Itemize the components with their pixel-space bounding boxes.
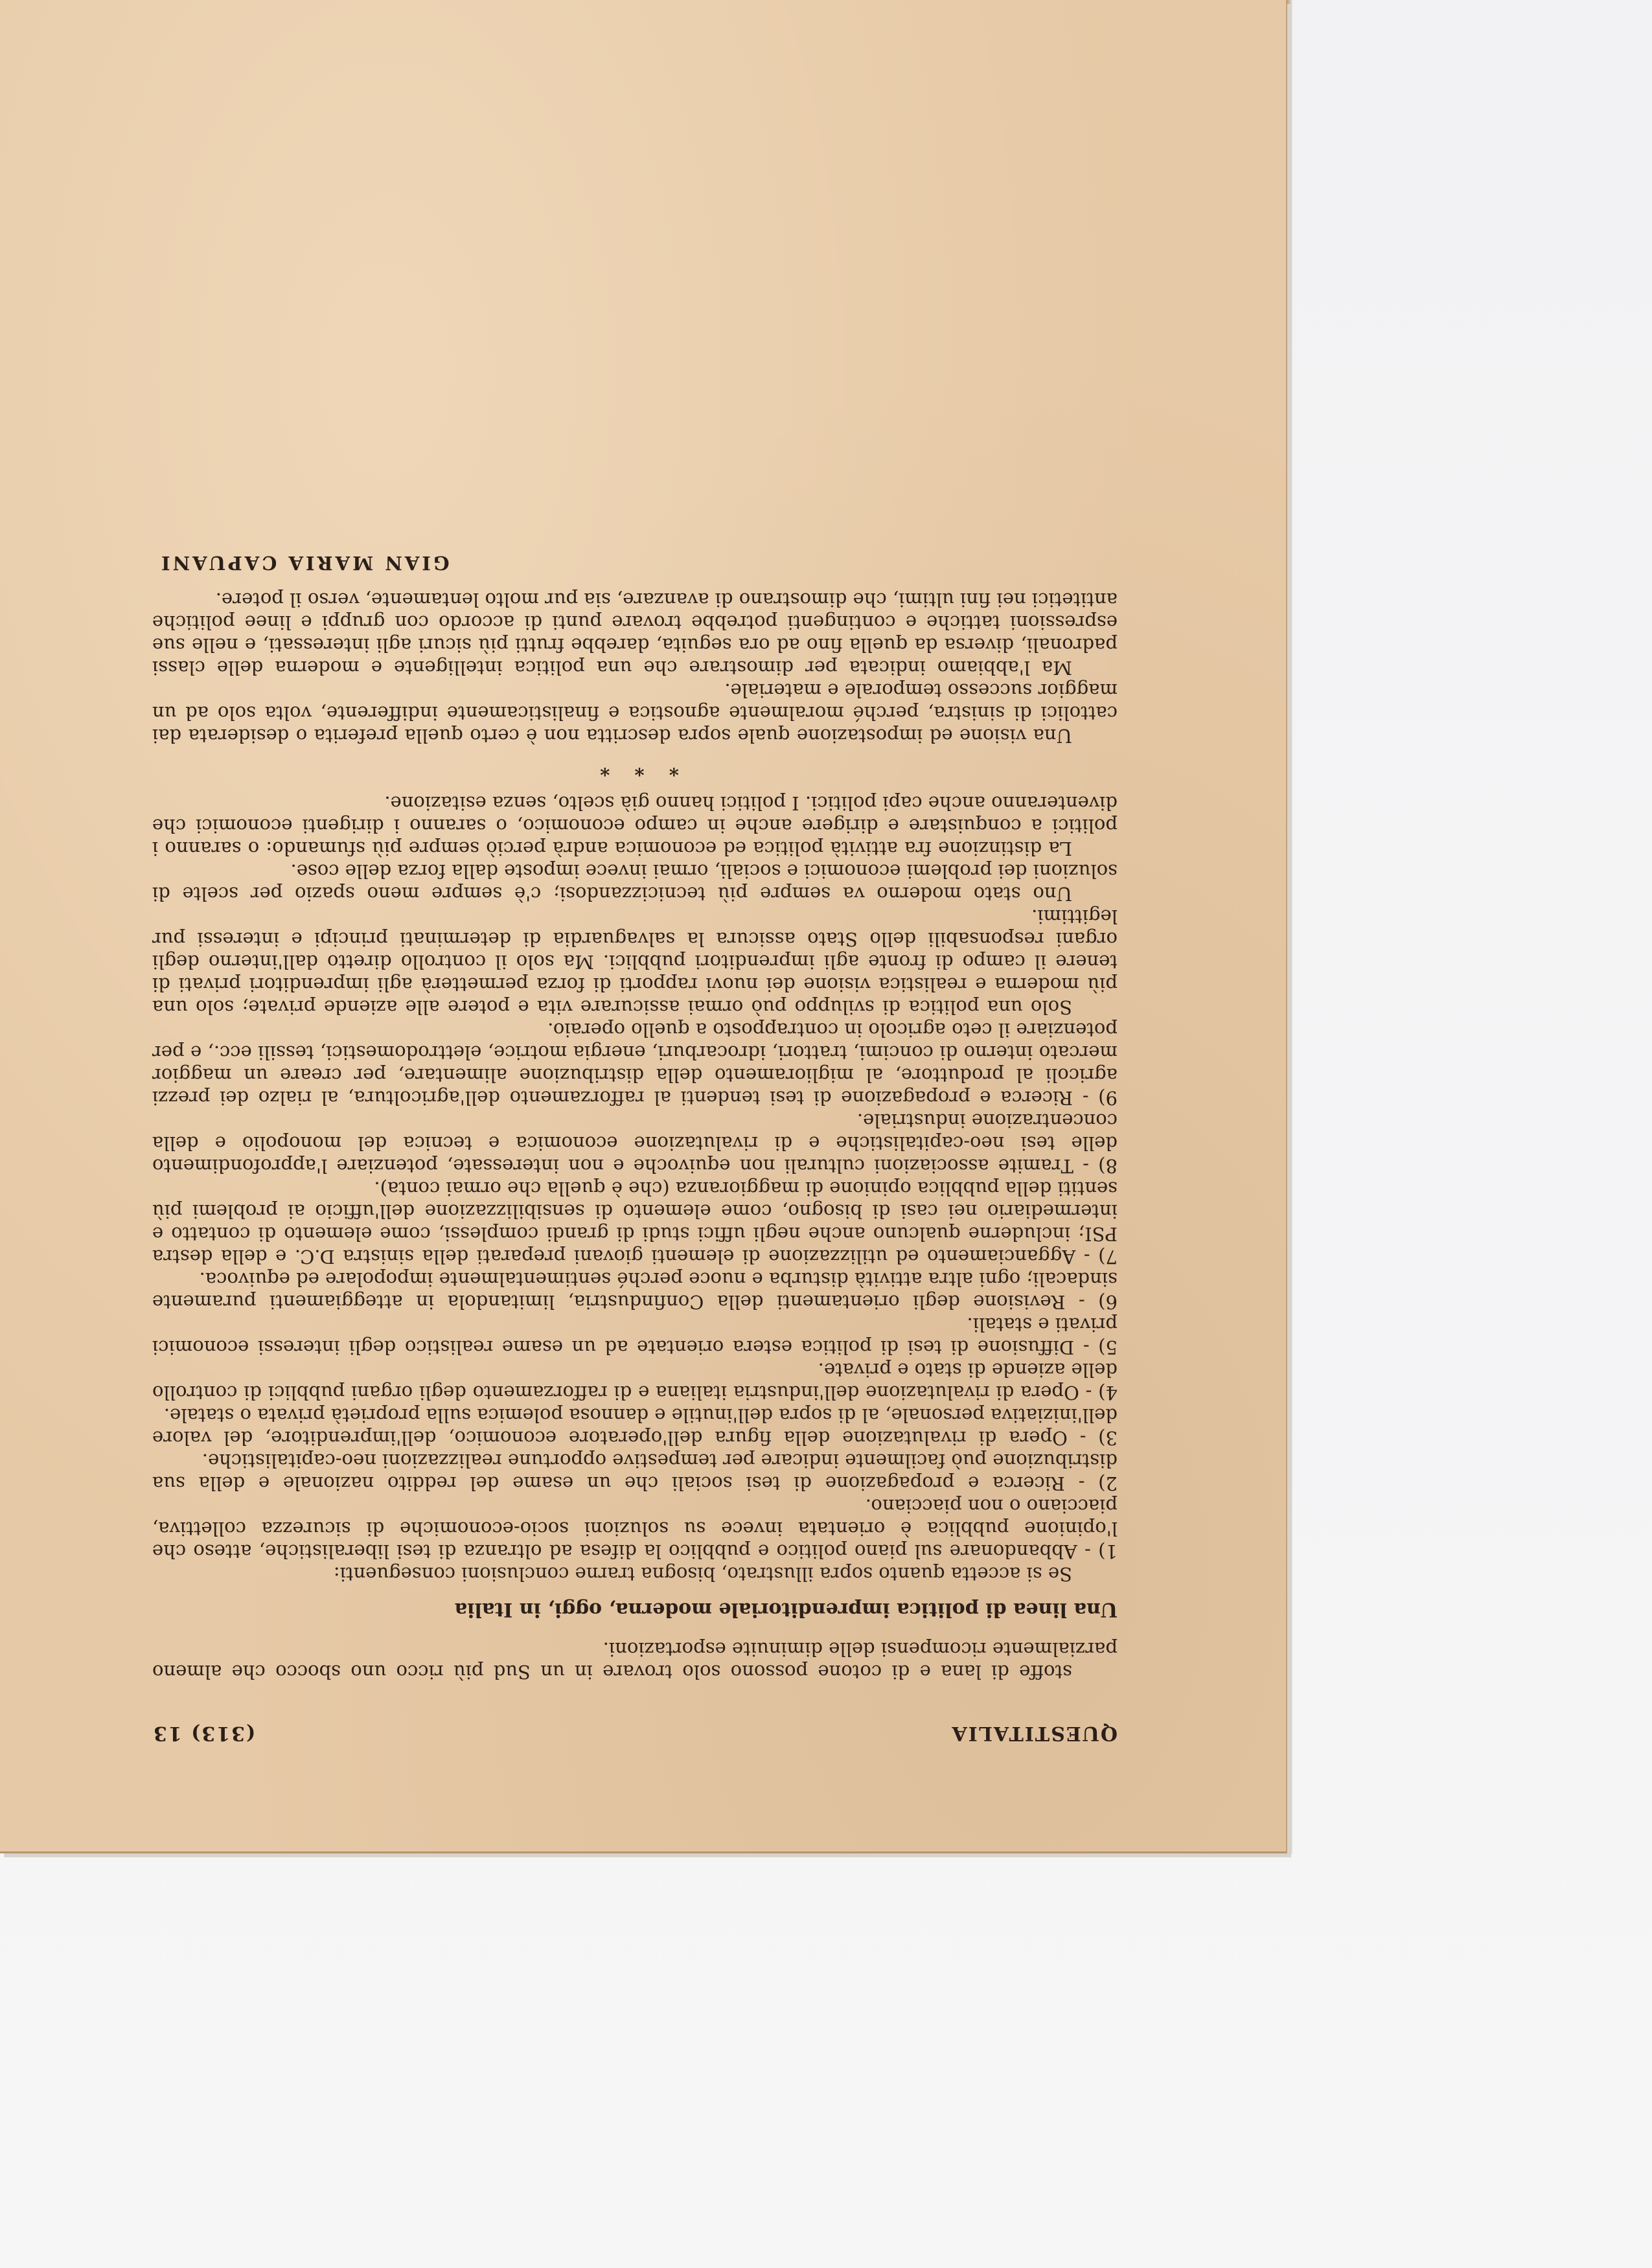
list-item: 6) - Revisione degli orientamenti della Confindustria, limitandola in atteggiamenti puramente sindacali; ogni altra attività disturba e nuoce perché sentimentalmente impopolare ed equivoca. (152, 1268, 1118, 1313)
points-list (152, 1018, 1118, 1563)
lead-paragraph: Se si accetta quanto sopra illustrato, bisogna trarne conclusioni conseguenti: (333, 1563, 1072, 1585)
closing-paragraph: Una visione ed impostazione quale sopra descritta non è certo quella preferita o desiderata dai cattolici di sinistra, perché moralmente agnostica e finalisticamente indifferente, volta solo ad un maggior successo temporale e materiale. (152, 680, 1118, 747)
running-header (152, 1722, 1118, 1745)
body-paragraph: Solo una politica di sviluppo può ormai assicurare vita e potere alle aziende private; solo una più moderna e realistica visione dei nuovi rapporti di forza permetterà agli imprenditori privati di tenere il campo di fronte agli imprenditori pubblici. Ma solo il controllo diretto dall'interno degli organi responsabili dello Stato assicura la salvaguardia di determinati principi e interessi pur legittimi. (152, 906, 1118, 1018)
list-item: 2) - Ricerca e propagazione di tesi sociali che un esame del reddito nazionale e della sua distribuzione può facilmente indicare per tempestive opportune realizzazioni neo-capitalistiche. (152, 1450, 1118, 1495)
list-item: 5) - Diffusione di tesi di politica estera orientate ad un esame realistico degli interessi economici privati e statali. (152, 1314, 1118, 1358)
author-signature: GIAN MARIA CAPUANI (159, 552, 450, 574)
list-item: 8) - Tramite associazioni culturali non equivoche e non interessate, potenziare l'approfondimento delle tesi neo-capitalistiche e di rivalutazione economica e tecnica del monopolio e della concentrazione industriale. (152, 1110, 1118, 1177)
intro-paragraph: stoffe di lana e di cotone possono solo trovare in un Sud più ricco uno sbocco che almeno parzialmente ricompensi delle diminuite esportazioni. (152, 1638, 1118, 1683)
list-item: 7) - Agganciamento ed utilizzazione di elementi giovani preparati della sinistra D.C. e della destra PSI; includerne qualcuno anche negli uffici studi di grandi complessi, come elemento di contatto e intermediario nei casi di bisogno, come elemento di sensibilizzazione dell'ufficio ai problemi più sentiti della pubblica opinione di maggioranza (che è quella che ormai conta). (152, 1178, 1118, 1268)
closing-paragraph: Ma l'abbiamo indicata per dimostrare che una politica intelligente e moderna delle classi padronali, diversa da quella fino ad ora seguita, darebbe frutti più sicuri agli interessati, e nelle sue espressioni tattiche e contingenti potrebbe trovare punti di accordo con gruppi e linee politiche antitetici nei fini ultimi, che dimostrano di avanzare, sia pur molto lentamente, verso il potere. (152, 589, 1118, 679)
body-paragraph: La distinzione fra attività politica ed economica andrà perciò sempre più sfumando: o saranno i politici a conquistare e dirigere anche in campo economico, o saranno i dirigenti economici che diventeranno anche capi politici. I politici hanno già scelto, senza esitazione. (152, 792, 1118, 860)
list-item: 4) - Opera di rivalutazione dell'industria italiana e di rafforzamento degli organi pubblici di controllo delle aziende di stato e private. (152, 1359, 1118, 1404)
body-paragraph: Uno stato moderno va sempre più tecnicizzandosi; c'è sempre meno spazio per scelte di soluzioni dei problemi economici e sociali, ormai invece imposte dalla forza delle cose. (152, 860, 1118, 905)
list-item: 9) - Ricerca e propagazione di tesi tendenti al rafforzamento dell'agricoltura, al rialzo dei prezzi agricoli al produttore, al miglioramento della distribuzione alimentare, per creare un maggior mercato interno di concimi, trattori, idrocarburi, energia motrice, elettrodomestici, tessili ecc., e per potenziare il ceto agricolo in contrapposto a quello operaio. (152, 1019, 1118, 1109)
article-body (152, 551, 1118, 1745)
list-item: 3) - Opera di rivalutazione della figura dell'operatore economico, dell'imprenditore, del valore dell'iniziativa personale, al di sopra dell'inutile e dannosa polemica sulla proprietà privata o statale. (152, 1404, 1118, 1449)
section-title: Una linea di politica imprenditoriale moderna, oggi, in Italia (454, 1598, 1118, 1621)
journal-title: QUESTITALIA (950, 1722, 1118, 1745)
section-separator: * * * (591, 758, 679, 780)
list-item: 1) - Abbandonare sul piano politico e pubblico la difesa ad oltranza di tesi liberalistiche, atteso che l'opinione pubblica è orientata invece su soluzioni socio-economiche di sicurezza collettiva, piacciano o non piacciano. (152, 1495, 1118, 1563)
page-number: (313) 13 (152, 1722, 256, 1745)
